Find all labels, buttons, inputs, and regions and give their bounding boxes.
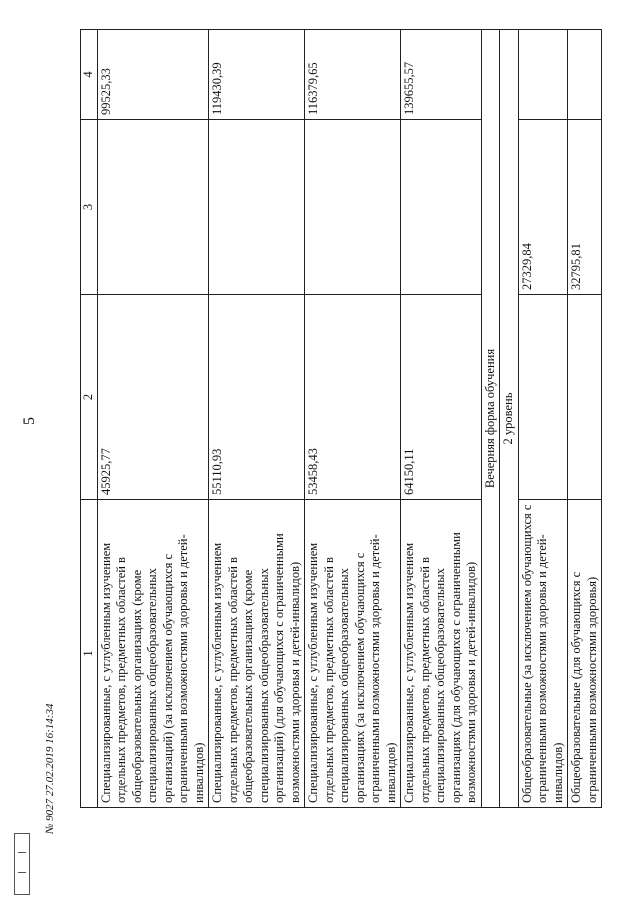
value-col-2 <box>568 295 602 500</box>
row-name: Общеобразовательные (за исключением обучающихся с ограниченными возможностями здоровья и детей-инвалидов) <box>518 500 568 808</box>
registration-stamp-text: № 9027 27.02.2019 16:14:34 <box>44 703 56 834</box>
value-col-2: 45925,77 <box>97 295 209 500</box>
table-row <box>401 30 482 808</box>
column-number: 3 <box>81 120 98 295</box>
row-name: Специализированные, с углубленным изучением отдельных предметов, предметных областей в общеобразовательных организациях (кроме специализированных общеобразовательных организаций) (для обучающихся с ограниченными возможностями здоровья и детей-инвалидов) <box>209 500 305 808</box>
value-col-4: 116379,65 <box>305 30 401 120</box>
registration-stamp-icon <box>14 833 30 895</box>
column-number: 2 <box>81 295 98 500</box>
document-table <box>80 29 602 808</box>
document-table-container <box>80 30 599 808</box>
row-name: Специализированные, с углубленным изучением отдельных предметов, предметных областей в специализированных общеобразовательных организациях (для обучающихся с ограниченными возможностями здоровья и детей-инвалидов) <box>401 500 482 808</box>
table-row <box>97 30 209 808</box>
value-col-4: 99525,33 <box>97 30 209 120</box>
column-number: 4 <box>81 30 98 120</box>
table-row <box>518 30 568 808</box>
value-col-2: 53458,43 <box>305 295 401 500</box>
value-col-3: 32795,81 <box>568 120 602 295</box>
level-title: 2 уровень <box>500 30 519 808</box>
row-name: Общеобразовательные (для обучающихся с ограниченными возможностями здоровья) <box>568 500 602 808</box>
column-number-row <box>81 30 98 808</box>
value-col-2: 64150,11 <box>401 295 482 500</box>
value-col-4 <box>518 30 568 120</box>
table-row <box>568 30 602 808</box>
value-col-2: 55110,93 <box>209 295 305 500</box>
page-number: 5 <box>21 417 38 425</box>
value-col-3 <box>401 120 482 295</box>
row-name: Специализированные, с углубленным изучением отдельных предметов, предметных областей в специализированных общеобразовательных организациях (за исключением обучающихся с ограниченными возможностями здоровья и детей-инвалидов) <box>305 500 401 808</box>
value-col-4 <box>568 30 602 120</box>
value-col-3 <box>209 120 305 295</box>
table-row <box>209 30 305 808</box>
column-number: 1 <box>81 500 98 808</box>
value-col-3 <box>97 120 209 295</box>
value-col-2 <box>518 295 568 500</box>
level-header-row <box>500 30 519 808</box>
section-header-row <box>481 30 500 808</box>
value-col-3 <box>305 120 401 295</box>
section-title: Вечерняя форма обучения <box>481 30 500 808</box>
row-name: Специализированные, с углубленным изучением отдельных предметов, предметных областей в общеобразовательных организациях (кроме специализированных общеобразовательных организаций) (за исключением обучающихся с ограниченными возможностями здоровья и детей-инвалидов) <box>97 500 209 808</box>
value-col-4: 139655,57 <box>401 30 482 120</box>
value-col-4: 119430,39 <box>209 30 305 120</box>
value-col-3: 27329,84 <box>518 120 568 295</box>
table-row <box>305 30 401 808</box>
